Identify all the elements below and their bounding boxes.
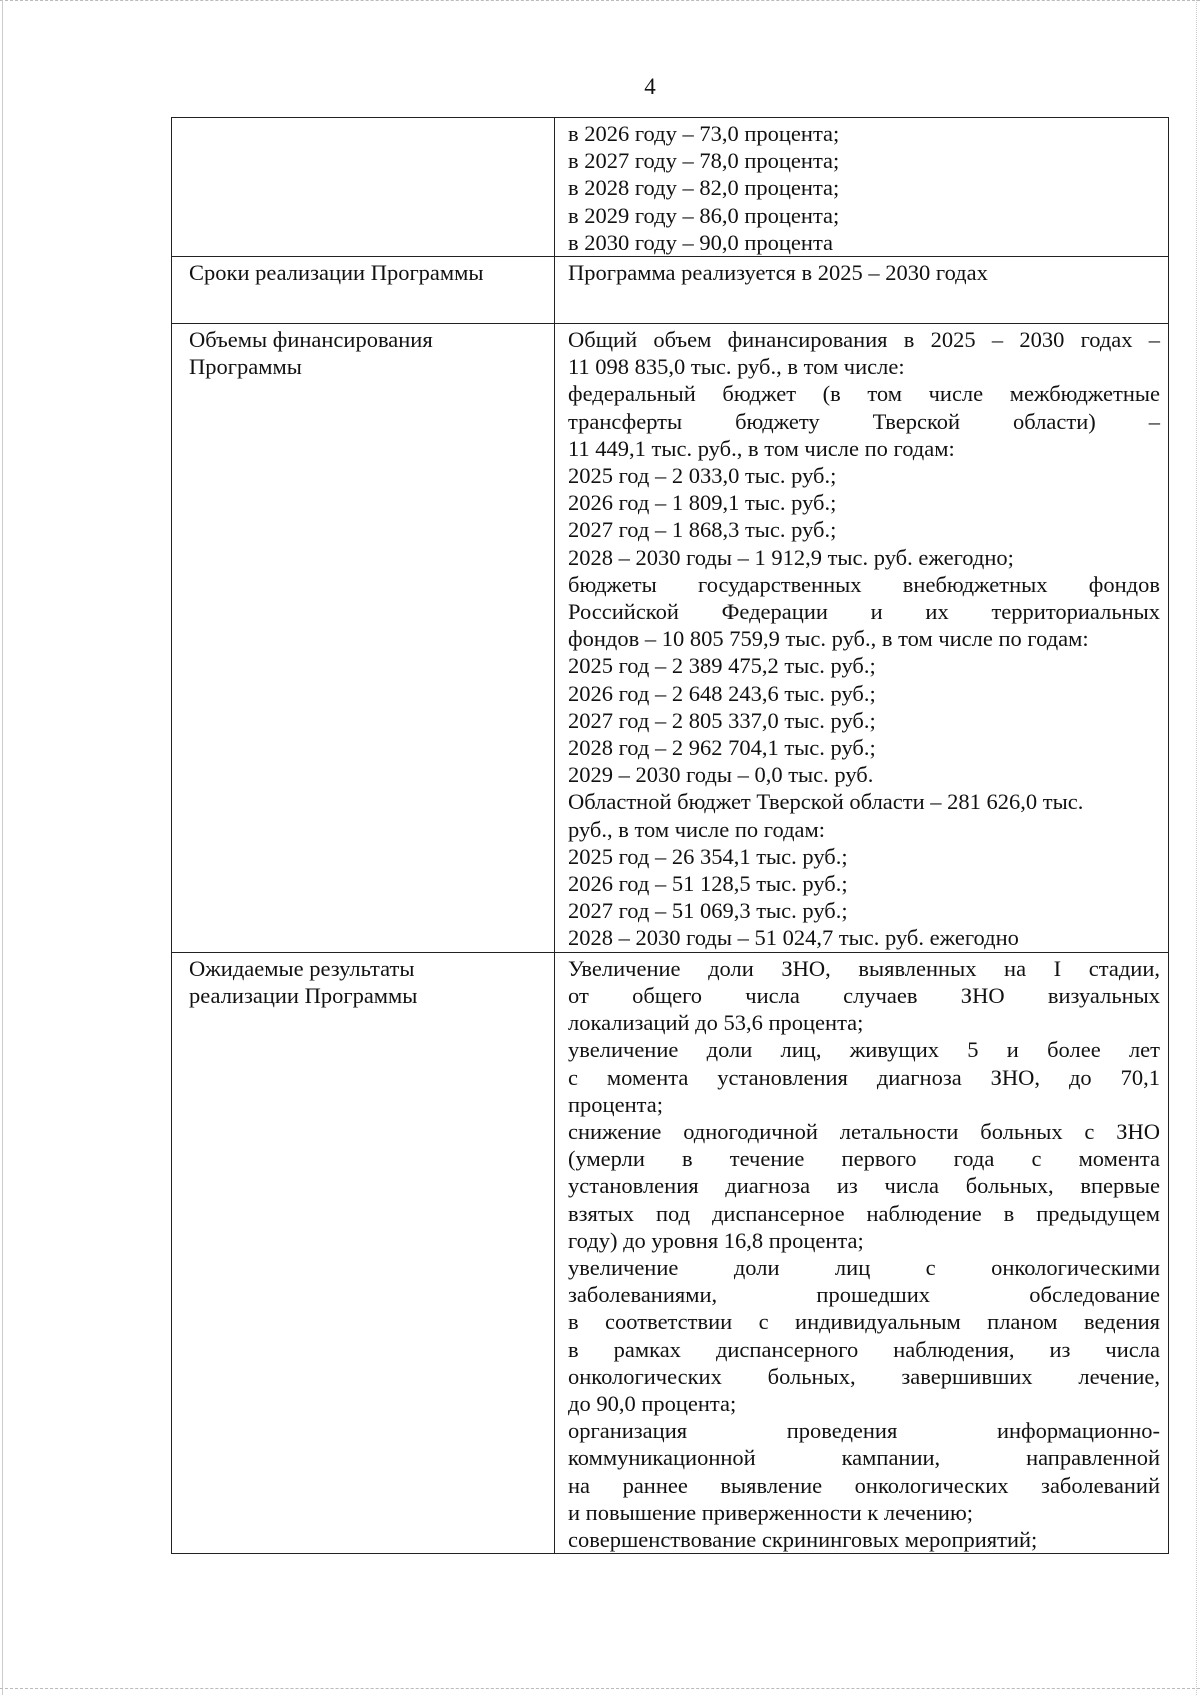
scan-edge-left xyxy=(2,0,4,1695)
value-line: до 90,0 процента; xyxy=(568,1390,737,1416)
value-line: снижение одногодичной летальности больных с ЗНО xyxy=(568,1118,1160,1144)
value-line: 2026 год – 1 809,1 тыс. руб.; xyxy=(568,490,837,516)
value-line: взятых под диспансерное наблюдение в предыдущем xyxy=(568,1200,1160,1226)
value-line: Российской Федерации и их территориальных xyxy=(568,599,1160,625)
value-line: 2027 год – 2 805 337,0 тыс. руб.; xyxy=(568,707,876,733)
value-line: в 2029 году – 86,0 процента; xyxy=(568,202,840,228)
scan-edge-right xyxy=(1196,0,1198,1695)
value-line: от общего числа случаев ЗНО визуальных xyxy=(568,982,1160,1008)
value-line: в 2030 году – 90,0 процента xyxy=(568,229,834,255)
value-line: локализаций до 53,6 процента; xyxy=(568,1010,864,1036)
value-line: бюджеты государственных внебюджетных фондов xyxy=(568,571,1160,597)
value-line: 11 098 835,0 тыс. руб., в том числе: xyxy=(568,354,905,380)
value-line: в рамках диспансерного наблюдения, из числа xyxy=(568,1336,1160,1362)
value-line: 2028 – 2030 годы – 51 024,7 тыс. руб. ежегодно xyxy=(568,925,1019,951)
value-line: организация проведения информационно- xyxy=(568,1418,1160,1444)
row-expected-results xyxy=(172,952,1169,1553)
value-cell xyxy=(555,257,1169,324)
program-passport-table xyxy=(171,117,1169,1554)
value-line: в 2026 году – 73,0 процента; xyxy=(568,121,840,146)
row-implementation-period xyxy=(172,257,1169,324)
label-line: реализации Программы xyxy=(189,982,418,1008)
value-line: 2027 год – 51 069,3 тыс. руб.; xyxy=(568,898,848,924)
label-cell xyxy=(172,324,555,953)
value-line: в 2028 году – 82,0 процента; xyxy=(568,175,840,201)
value-line: 2028 год – 2 962 704,1 тыс. руб.; xyxy=(568,735,876,761)
value-line: коммуникационной кампании, направленной xyxy=(568,1445,1160,1471)
value-line: (умерли в течение первого года с момента xyxy=(568,1146,1160,1172)
label-cell xyxy=(172,952,555,1553)
value-line: трансферты бюджету Тверской области) – xyxy=(568,408,1160,434)
value-line: онкологических больных, завершивших лечение, xyxy=(568,1363,1160,1389)
value-line: увеличение доли лиц с онкологическими xyxy=(568,1254,1160,1280)
value-line: в соответствии с индивидуальным планом ведения xyxy=(568,1309,1160,1335)
value-line: фондов – 10 805 759,9 тыс. руб., в том числе по годам: xyxy=(568,626,1089,652)
row-financing xyxy=(172,324,1169,953)
label-line: Сроки реализации Программы xyxy=(189,260,484,286)
scan-edge-top xyxy=(0,0,1200,3)
value-cell xyxy=(555,952,1169,1553)
page-number: 4 xyxy=(644,74,656,99)
value-line: с момента установления диагноза ЗНО, до 70,1 xyxy=(568,1064,1160,1090)
scan-edge-bottom xyxy=(0,1688,1200,1691)
value-line: и повышение приверженности к лечению; xyxy=(568,1499,974,1525)
label-line: Ожидаемые результаты xyxy=(189,955,415,981)
value-line: установления диагноза из числа больных, впервые xyxy=(568,1173,1160,1199)
value-line: Областной бюджет Тверской области – 281 626,0 тыс. xyxy=(568,789,1084,815)
value-line: 11 449,1 тыс. руб., в том числе по годам: xyxy=(568,435,955,461)
value-line: в 2027 году – 78,0 процента; xyxy=(568,148,840,174)
value-line: 2025 год – 26 354,1 тыс. руб.; xyxy=(568,843,848,869)
value-line: процента; xyxy=(568,1091,663,1117)
value-line: Общий объем финансирования в 2025 – 2030 годах – xyxy=(568,327,1160,353)
value-line: на раннее выявление онкологических заболеваний xyxy=(568,1472,1160,1498)
value-line: 2027 год – 1 868,3 тыс. руб.; xyxy=(568,517,837,543)
value-line: 2025 год – 2 033,0 тыс. руб.; xyxy=(568,463,837,489)
label-cell xyxy=(172,118,555,257)
row-indicator-continuation xyxy=(172,118,1169,257)
value-line: совершенствование скрининговых мероприятий; xyxy=(568,1526,1038,1552)
label-line: Программы xyxy=(189,354,302,380)
value-line: федеральный бюджет (в том числе межбюджетные xyxy=(568,381,1160,407)
value-cell xyxy=(555,324,1169,953)
value-line: 2029 – 2030 годы – 0,0 тыс. руб. xyxy=(568,762,874,788)
value-line: Увеличение доли ЗНО, выявленных на I стадии, xyxy=(568,955,1160,981)
value-line: увеличение доли лиц, живущих 5 и более лет xyxy=(568,1037,1160,1063)
value-line: 2025 год – 2 389 475,2 тыс. руб.; xyxy=(568,653,876,679)
value-line: Программа реализуется в 2025 – 2030 годах xyxy=(568,260,988,286)
label-cell xyxy=(172,257,555,324)
value-line: 2026 год – 2 648 243,6 тыс. руб.; xyxy=(568,680,876,706)
label-line: Объемы финансирования xyxy=(189,327,433,353)
value-line: 2028 – 2030 годы – 1 912,9 тыс. руб. ежегодно; xyxy=(568,544,1014,570)
value-cell xyxy=(555,118,1169,257)
value-line: году) до уровня 16,8 процента; xyxy=(568,1227,864,1253)
table-body xyxy=(172,118,1169,1554)
value-line: руб., в том числе по годам: xyxy=(568,816,825,842)
value-line: заболеваниями, прошедших обследование xyxy=(568,1282,1160,1308)
value-line: 2026 год – 51 128,5 тыс. руб.; xyxy=(568,871,848,897)
